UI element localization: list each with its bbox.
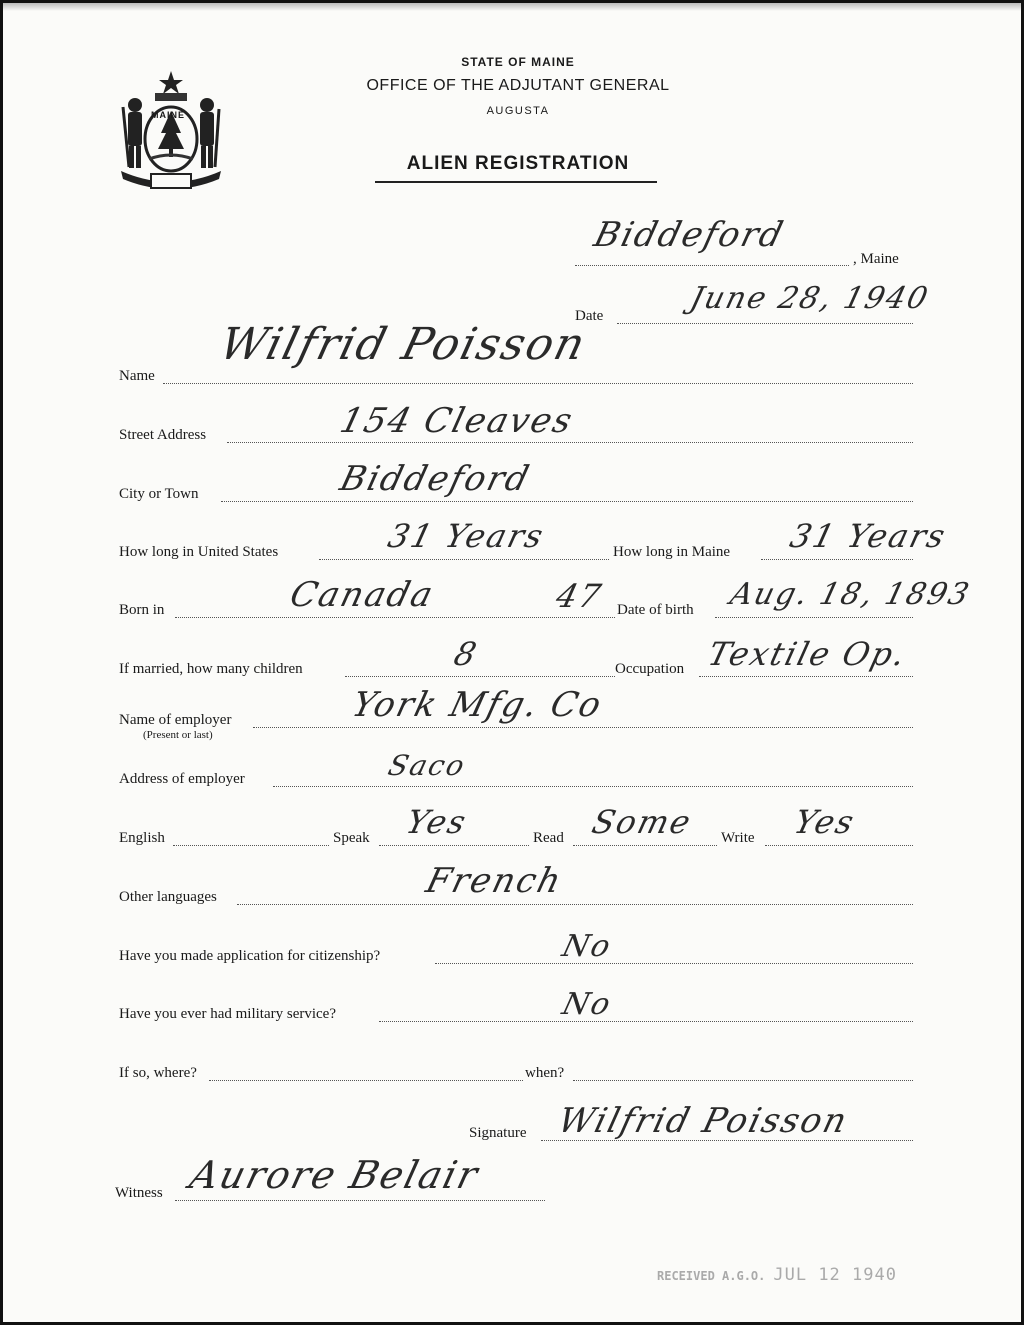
born-line	[175, 617, 615, 618]
when-line	[573, 1080, 913, 1081]
born-value: Canada	[286, 575, 439, 615]
date-value: June 28, 1940	[686, 281, 933, 316]
received-stamp	[657, 1265, 897, 1285]
state-heading: STATE OF MAINE	[461, 55, 575, 69]
other-languages-line	[237, 904, 913, 905]
years-maine-label: How long in Maine	[613, 544, 731, 560]
years-maine-value: 31 Years	[786, 517, 951, 555]
speak-label: Speak	[333, 830, 370, 846]
stamp-received: RECEIVED A.G.O.	[657, 1269, 766, 1283]
years-us-label: How long in United States	[119, 544, 279, 560]
speak-line	[379, 845, 529, 846]
write-value: Yes	[790, 803, 860, 841]
street-value: 154 Cleaves	[336, 401, 578, 441]
citizenship-label: Have you made application for citizenship?	[119, 948, 381, 964]
form-title: ALIEN REGISTRATION	[406, 153, 630, 174]
employer-note: (Present or last)	[143, 729, 213, 741]
when-label: when?	[525, 1065, 565, 1081]
scan-edge	[3, 3, 1021, 11]
date-line	[617, 323, 913, 324]
employer-address-line	[273, 786, 913, 787]
city-line	[221, 501, 913, 502]
place-value: Biddeford	[590, 215, 789, 255]
years-maine-line	[761, 559, 913, 560]
date-label: Date	[575, 308, 604, 324]
other-languages-value: French	[422, 861, 567, 901]
employer-value: York Mfg. Co	[348, 685, 607, 725]
military-value: No	[558, 987, 616, 1022]
signature-value: Wilfrid Poisson	[554, 1101, 853, 1141]
occupation-label: Occupation	[615, 661, 685, 677]
city-value: Biddeford	[336, 459, 535, 499]
dob-label: Date of birth	[617, 602, 694, 618]
name-label: Name	[119, 368, 155, 384]
read-line	[573, 845, 717, 846]
street-label: Street Address	[119, 427, 207, 443]
city-heading: AUGUSTA	[486, 105, 550, 117]
other-languages-label: Other languages	[119, 889, 217, 905]
place-suffix: , Maine	[853, 251, 899, 267]
witness-label: Witness	[115, 1185, 163, 1201]
street-line	[227, 442, 913, 443]
occupation-line	[699, 676, 913, 677]
employer-address-value: Saco	[384, 749, 470, 782]
employer-label: Name of employer	[119, 712, 232, 728]
name-line	[163, 383, 913, 384]
dob-line	[715, 617, 913, 618]
write-label: Write	[721, 830, 755, 846]
name-value: Wilfrid Poisson	[214, 319, 592, 370]
city-label: City or Town	[119, 486, 199, 502]
children-label: If married, how many children	[119, 661, 303, 677]
read-label: Read	[533, 830, 564, 846]
office-heading: OFFICE OF THE ADJUTANT GENERAL	[366, 77, 670, 94]
read-value: Some	[588, 803, 697, 841]
citizenship-line	[435, 963, 913, 964]
witness-line	[175, 1200, 545, 1201]
signature-label: Signature	[469, 1125, 527, 1141]
where-label: If so, where?	[119, 1065, 197, 1081]
years-us-line	[319, 559, 609, 560]
english-line	[173, 845, 329, 846]
dob-value: Aug. 18, 1893	[726, 577, 975, 612]
title-underline	[375, 181, 657, 183]
military-line	[379, 1021, 913, 1022]
children-value: 8	[450, 635, 483, 673]
military-label: Have you ever had military service?	[119, 1006, 336, 1022]
english-label: English	[119, 830, 165, 846]
write-line	[765, 845, 913, 846]
employer-line	[253, 727, 913, 728]
age-value: 47	[552, 577, 607, 615]
children-line	[345, 676, 615, 677]
born-label: Born in	[119, 602, 165, 618]
employer-address-label: Address of employer	[119, 771, 245, 787]
citizenship-value: No	[558, 929, 616, 964]
stamp-date: JUL 12 1940	[773, 1265, 897, 1285]
where-line	[209, 1080, 523, 1081]
years-us-value: 31 Years	[384, 517, 549, 555]
speak-value: Yes	[402, 803, 472, 841]
occupation-value: Textile Op.	[704, 635, 911, 673]
seal-text: MAINE	[151, 110, 185, 120]
witness-value: Aurore Belair	[185, 1153, 484, 1197]
maine-seal-icon	[115, 67, 227, 195]
place-line	[575, 265, 849, 266]
